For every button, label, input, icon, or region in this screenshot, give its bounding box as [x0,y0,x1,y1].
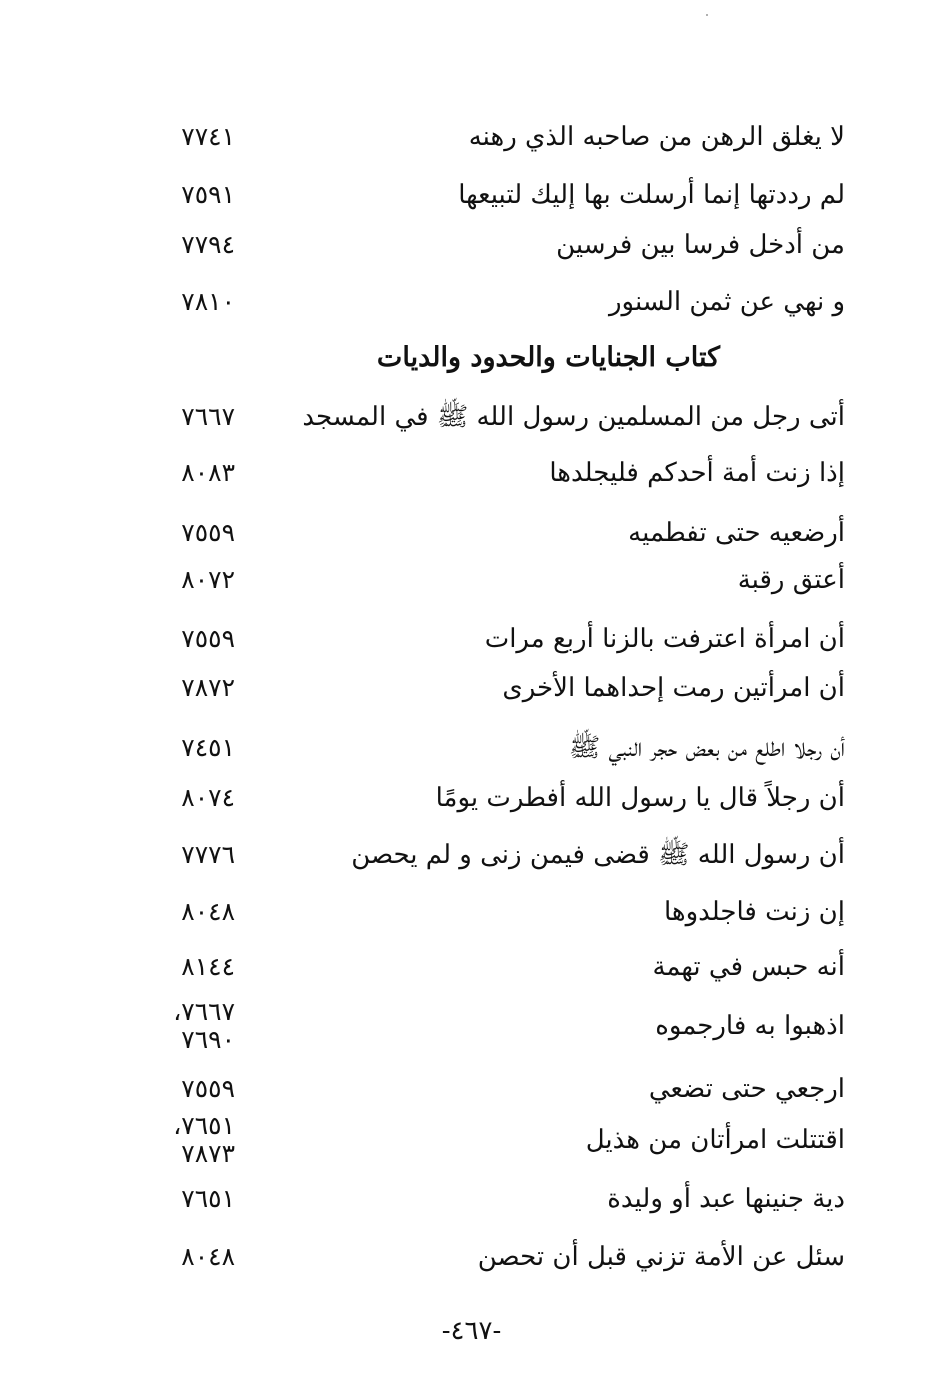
index-entry [140,622,845,656]
index-entry [140,1182,845,1216]
index-entry [140,781,845,815]
entry-text: و نهي عن ثمن السنور [608,287,845,317]
index-entry [140,563,845,597]
index-entry [140,671,845,705]
entry-reference: ٧٧٩٤ [181,230,235,259]
index-entry [140,228,845,262]
entry-text: أن امرأتين رمت إحداهما الأخرى [502,673,845,703]
entry-reference: ٧٦٥١، ٧٨٧٣ [173,1111,235,1168]
index-entry [140,1240,845,1274]
entry-text: ارجعي حتى تضعي [648,1074,845,1104]
index-entry [140,456,845,490]
entry-reference: ٧٨١٠ [181,287,235,316]
index-entry [140,1112,845,1168]
entry-reference: ٧٧٤١ [181,122,235,151]
index-entry [140,838,845,872]
entry-text: إذا زنت أمة أحدكم فليجلدها [549,458,845,488]
entry-text: إن زنت فاجلدوها [663,897,845,927]
entry-reference: ٧٥٥٩ [181,518,235,547]
entry-reference: ٧٨٧٢ [181,673,235,702]
entry-reference: ٨١٤٤ [181,952,235,981]
index-entry [140,1072,845,1106]
entry-text: أن رجلا اطلع من بعض حجر النبي ﷺ [568,733,845,763]
entry-reference: ٨٠٧٤ [181,783,235,812]
entry-text: أن رسول الله ﷺ قضى فيمن زنى و لم يحصن [351,840,845,870]
entry-reference: ٧٥٥٩ [181,1074,235,1103]
index-entry [140,731,845,765]
entry-text: أرضعيه حتى تفطميه [628,518,845,548]
entry-text: من أدخل فرسا بين فرسين [556,230,845,260]
index-entry [140,400,845,434]
entry-reference: ٨٠٤٨ [181,897,235,926]
section-heading: كتاب الجنايات والحدود والديات [376,342,720,373]
entry-reference: ٧٦٥١ [181,1184,235,1213]
entry-text: لا يغلق الرهن من صاحبه الذي رهنه [468,122,845,152]
entry-reference: ٧٧٧٦ [181,840,235,869]
entry-text: أنه حبس في تهمة [652,952,845,982]
entry-reference: ٧٥٩١ [181,180,235,209]
entry-reference: ٨٠٤٨ [181,1242,235,1271]
entry-text: أن امرأة اعترفت بالزنا أربع مرات [484,624,845,654]
entry-text: أن رجلاً قال يا رسول الله أفطرت يومًا [435,783,845,813]
index-entry [140,998,845,1054]
index-entry [140,178,845,212]
entry-reference: ٧٤٥١ [181,733,235,762]
entry-reference: ٧٥٥٩ [181,624,235,653]
entry-text: اقتتلت امرأتان من هذيل [585,1125,845,1155]
entry-reference: ٧٦٦٧، ٧٦٩٠ [173,997,235,1054]
entry-text: لم رددتها إنما أرسلت بها إليك لتبيعها [458,180,845,210]
index-entry [140,285,845,319]
index-entry [140,895,845,929]
page-number: -٤٦٧- [441,1316,502,1346]
index-entry [140,516,845,550]
entry-text: سئل عن الأمة تزني قبل أن تحصن [477,1242,845,1272]
entry-reference: ٧٦٦٧ [181,402,235,431]
entry-reference: ٨٠٨٣ [181,458,235,487]
scan-speck [706,14,708,16]
entry-text: أعتق رقبة [737,565,845,595]
index-entry [140,950,845,984]
entry-text: دية جنينها عبد أو وليدة [607,1184,845,1214]
entry-text: أتى رجل من المسلمين رسول الله ﷺ في المسجد [302,402,845,432]
entry-reference: ٨٠٧٢ [181,565,235,594]
entry-text: اذهبوا به فارجموه [655,1011,845,1041]
index-entry [140,120,845,154]
